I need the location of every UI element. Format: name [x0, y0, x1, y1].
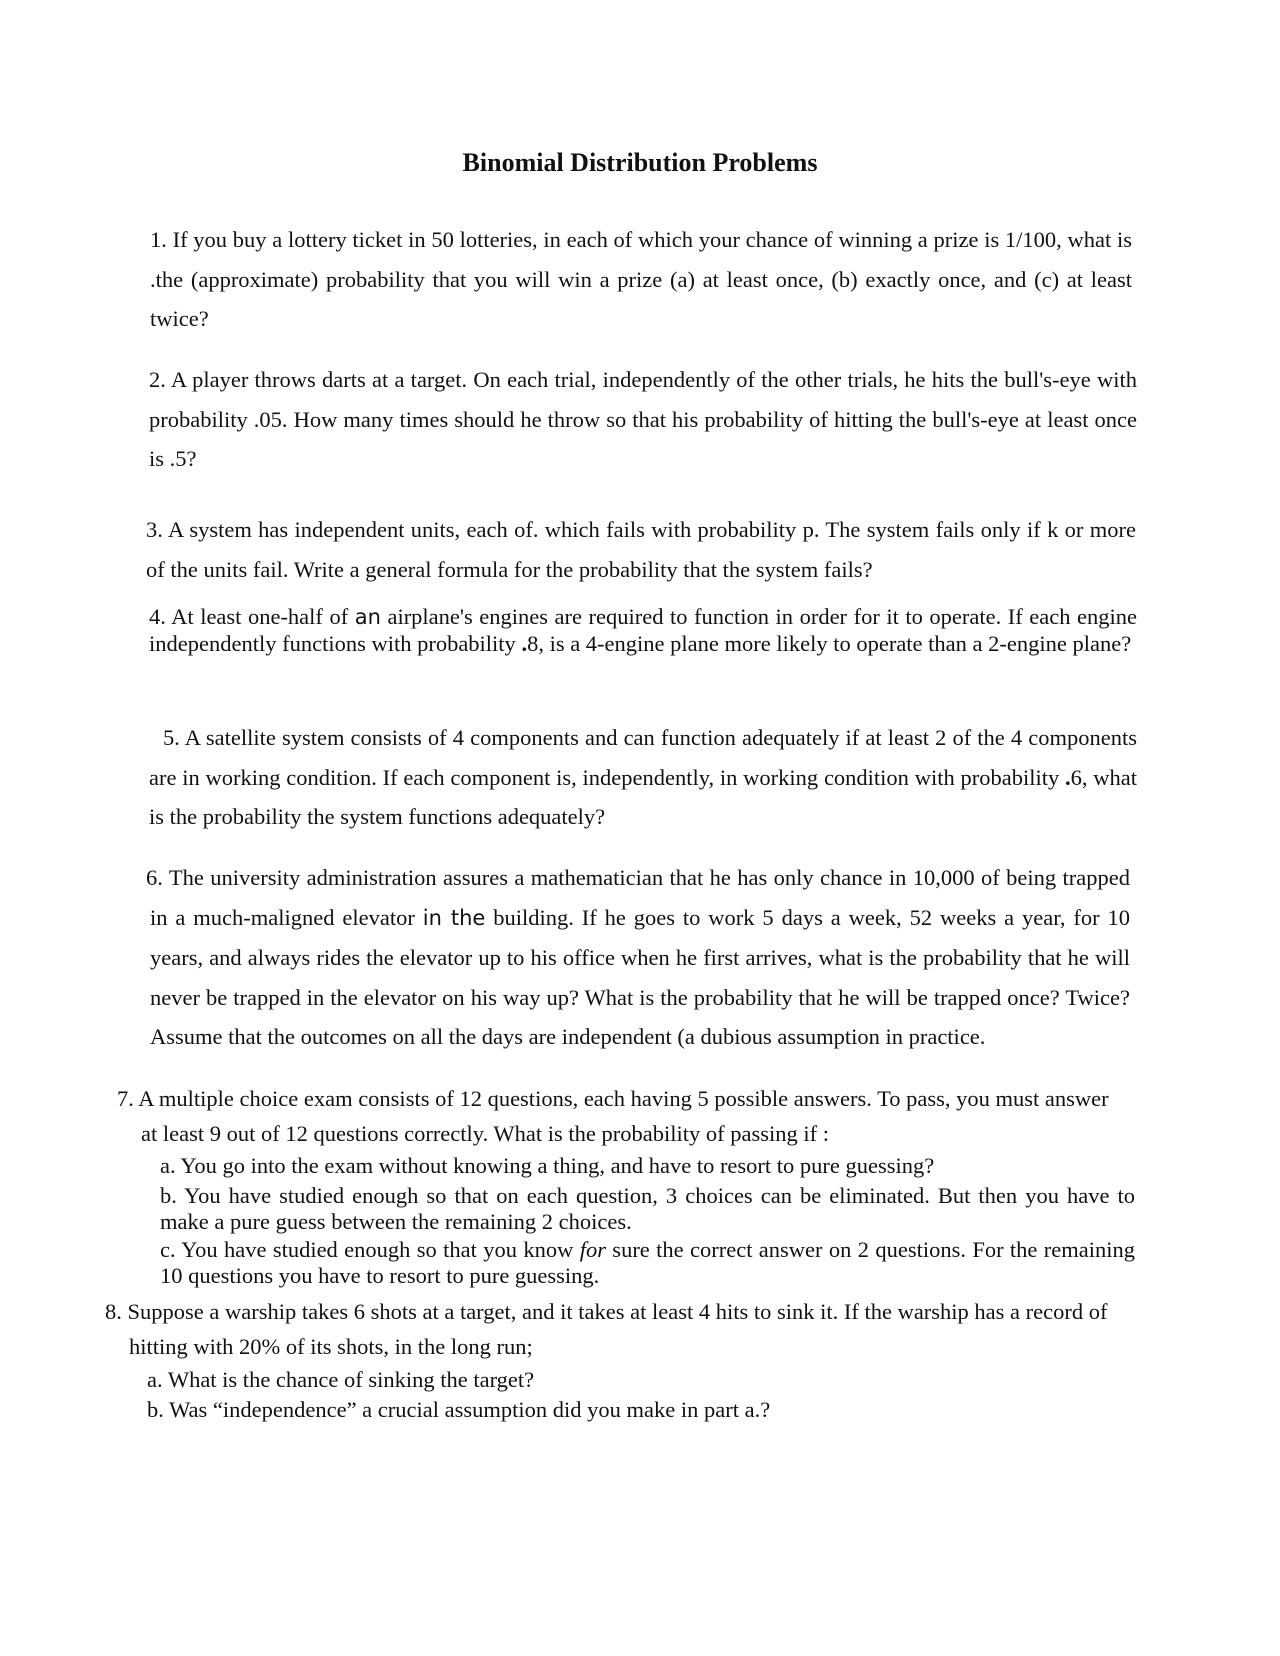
- problem-8-part-b: b. Was “independence” a crucial assumption did you make in part a.?: [147, 1397, 771, 1422]
- problem-5-text-3: 6, what is the probability the system functions adequately?: [149, 764, 1137, 829]
- problem-2: 2. A player throws darts at a target. On each trial, independently of the other trials, he hits the bull's-eye with probability .05. How many times should he throw so that his probability of hitting the bull's-eye at least once is .5?: [149, 367, 1137, 471]
- problem-5-text-2: .: [1064, 764, 1071, 790]
- problem-4-text-2: an: [354, 605, 381, 629]
- problem-7c-text-2: for: [579, 1237, 606, 1262]
- problem-7c-text-1: c. You have studied enough so that you know: [160, 1237, 580, 1262]
- problem-7-part-a: a. You go into the exam without knowing a thing, and have to resort to pure guessing?: [160, 1153, 935, 1178]
- problem-4-text-5: 8, is a 4-engine plane more likely to operate than a 2-engine plane?: [527, 630, 1132, 656]
- page-title: Binomial Distribution Problems: [462, 148, 818, 177]
- problem-8-part-a: a. What is the chance of sinking the target?: [147, 1367, 535, 1392]
- problem-4: [149, 604, 1137, 657]
- problem-6-text-1: 6. The university administration assures a mathematician that he has only chance in 10,000 of being trapped in a much-maligned elevator: [146, 865, 1130, 930]
- problem-7-part-c: [160, 1237, 1135, 1288]
- problem-6: [146, 858, 1130, 1057]
- problem-4-text-3: airplane's engines are required to function in order for it to operate. If each engine independently functions with probability: [149, 604, 1137, 656]
- problem-4-text-4: .: [521, 630, 528, 656]
- problem-3: 3. A system has independent units, each of. which fails with probability p. The system fails only if k or more of the units fail. Write a general formula for the probability that the system fails?: [146, 517, 1136, 582]
- problem-6-text-3: building. If he goes to work 5 days a week, 52 weeks a year, for 10 years, and always rides the elevator up to his office when he first arrives, what is the probability that he will never be trapped in the elevator on his way up? What is the probability that he will be trapped once? Twice? Assume that the outcomes on all the days are independent (a dubious assumption in practice.: [150, 904, 1130, 1049]
- problem-1: 1. If you buy a lottery ticket in 50 lotteries, in each of which your chance of winning a prize is 1/100, what is .the (approximate) probability that you will win a prize (a) at least once, (b) exactly once, and (c) at least twice?: [150, 227, 1132, 331]
- problem-8: 8. Suppose a warship takes 6 shots at a target, and it takes at least 4 hits to sink it. If the warship has a record of hitting with 20% of its shots, in the long run;: [105, 1299, 1108, 1359]
- problem-7: 7. A multiple choice exam consists of 12 questions, each having 5 possible answers. To pass, you must answer at least 9 out of 12 questions correctly. What is the probability of passing if :: [117, 1086, 1109, 1146]
- problem-7c-text-3: sure the correct answer on 2 questions. For the remaining 10 questions you have to resort to pure guessing.: [160, 1237, 1135, 1288]
- problem-5: [149, 718, 1137, 837]
- problem-5-text-1: 5. A satellite system consists of 4 components and can function adequately if at least 2 of the 4 components are in working condition. If each component is, independently, in working condition with probability: [149, 725, 1137, 790]
- problem-7-part-b: b. You have studied enough so that on each question, 3 choices can be eliminated. But then you have to make a pure guess between the remaining 2 choices.: [160, 1183, 1135, 1234]
- problem-4-text-1: 4. At least one-half of: [149, 604, 355, 629]
- problem-6-text-2: in the: [422, 905, 486, 930]
